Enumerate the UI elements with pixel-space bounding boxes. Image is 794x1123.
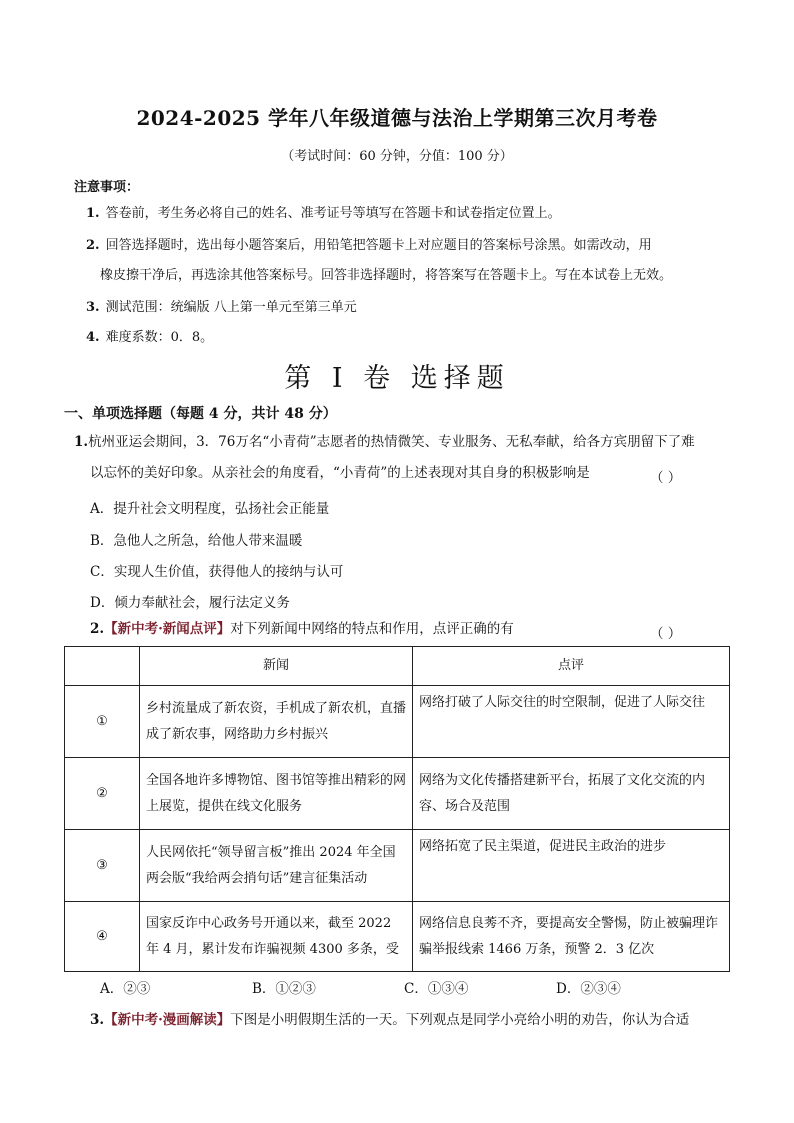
notice-item-4 xyxy=(86,327,726,349)
notice-heading: 注意事项： xyxy=(74,180,140,195)
option-a: A．提升社会文明程度，弘扬社会正能量 xyxy=(90,501,330,517)
question-3 xyxy=(90,1005,740,1036)
notice-number: 2. xyxy=(86,238,100,253)
table-row xyxy=(65,902,730,972)
answer-choice-d: D．②③④ xyxy=(556,981,621,997)
table-row xyxy=(65,686,730,758)
comment-cell: 网络为文化传播搭建新平台，拓展了文化交流的内容、场合及范围 xyxy=(413,758,730,830)
answer-parentheses: （ ） xyxy=(650,626,682,642)
section-heading: 一、单项选择题（每题 4 分，共计 48 分） xyxy=(64,406,337,422)
answer-choice-b: B．①②③ xyxy=(252,981,316,997)
question-1 xyxy=(74,427,734,458)
notice-text: 回答选择题时，选出每小题答案后，用铅笔把答题卡上对应题目的答案标号涂黑。如需改动，用 xyxy=(105,238,652,253)
notice-text: 答卷前，考生务必将自己的姓名、准考证号等填写在答题卡和试卷指定位置上。 xyxy=(105,206,561,221)
notice-item-2-continued xyxy=(86,265,726,287)
question-2 xyxy=(90,614,650,645)
notice-number: 3. xyxy=(86,300,100,315)
comment-cell: 网络打破了人际交往的时空限制，促进了人际交往 xyxy=(413,686,730,758)
notice-item-3 xyxy=(86,297,726,319)
question-stem-line: 杭州亚运会期间，3．76万名“小青荷”志愿者的热情微笑、专业服务、无私奉献，给各方宾朋留下了难 xyxy=(88,434,695,450)
news-cell: 全国各地许多博物馆、图书馆等推出精彩的网上展览，提供在线文化服务 xyxy=(140,758,413,830)
question-number: 3. xyxy=(90,1012,105,1028)
news-cell: 人民网依托“领导留言板”推出 2024 年全国两会版“我给两会捎句话”建言征集活动 xyxy=(140,830,413,902)
question-stem-line: 下图是小明假期生活的一天。下列观点是同学小亮给小明的劝告，你认为合适 xyxy=(230,1012,690,1028)
comment-cell: 网络信息良莠不齐，要提高安全警惕，防止被骗理诈骗举报线索 1466 万条，预警 2．3 亿次 xyxy=(413,902,730,972)
question-tag: 【新中考·新闻点评】 xyxy=(104,621,231,637)
comment-cell: 网络拓宽了民主渠道，促进民主政治的进步 xyxy=(413,830,730,902)
notice-text: 测试范围：统编版 八上第一单元至第三单元 xyxy=(105,300,357,315)
table-header-cell: 点评 xyxy=(413,647,730,686)
question-number: 1. xyxy=(74,434,89,450)
row-mark: ③ xyxy=(65,830,140,902)
notice-number: 4. xyxy=(86,330,100,345)
option-d: D．倾力奉献社会，履行法定义务 xyxy=(90,595,290,611)
table-row xyxy=(65,830,730,902)
row-mark: ④ xyxy=(65,902,140,972)
part-title: 第 I 卷 选择题 xyxy=(284,363,510,394)
question-tag: 【新中考·漫画解读】 xyxy=(104,1012,231,1028)
row-mark: ② xyxy=(65,758,140,830)
question-stem-line: 对下列新闻中网络的特点和作用，点评正确的有 xyxy=(230,621,514,637)
notice-item-2 xyxy=(86,235,726,257)
table-header-cell xyxy=(65,647,140,686)
news-cell: 乡村流量成了新农资，手机成了新农机，直播成了新农事，网络助力乡村振兴 xyxy=(140,686,413,758)
news-table xyxy=(64,646,730,972)
question-1-line-2 xyxy=(90,458,650,489)
answer-parentheses: （ ） xyxy=(650,470,682,486)
notice-text-continued: 橡皮擦干净后，再选涂其他答案标号。回答非选择题时，将答案写在答题卡上。写在本试卷上无效。 xyxy=(100,268,673,283)
notice-item-1 xyxy=(86,203,726,225)
notice-text: 难度系数：0．8。 xyxy=(105,330,214,345)
question-stem-line: 以忘怀的美好印象。从亲社会的角度看，“小青荷”的上述表现对其自身的积极影响是 xyxy=(90,465,590,481)
table-header-row xyxy=(65,647,730,686)
exam-title: 2024-2025 学年八年级道德与法治上学期第三次月考卷 xyxy=(136,106,658,130)
exam-subtitle: （考试时间：60 分钟，分值：100 分） xyxy=(281,149,513,164)
answer-choice-c: C．①③④ xyxy=(404,981,469,997)
news-cell: 国家反诈中心政务号开通以来，截至 2022 年 4 月，累计发布诈骗视频 4300 多条，受 xyxy=(140,902,413,972)
option-c: C．实现人生价值，获得他人的接纳与认可 xyxy=(90,564,344,580)
answer-choice-a: A．②③ xyxy=(100,981,151,997)
row-mark: ① xyxy=(65,686,140,758)
table-row xyxy=(65,758,730,830)
option-b: B．急他人之所急，给他人带来温暖 xyxy=(90,533,303,549)
notice-number: 1. xyxy=(86,206,100,221)
table-header-cell: 新闻 xyxy=(140,647,413,686)
question-number: 2. xyxy=(90,621,105,637)
